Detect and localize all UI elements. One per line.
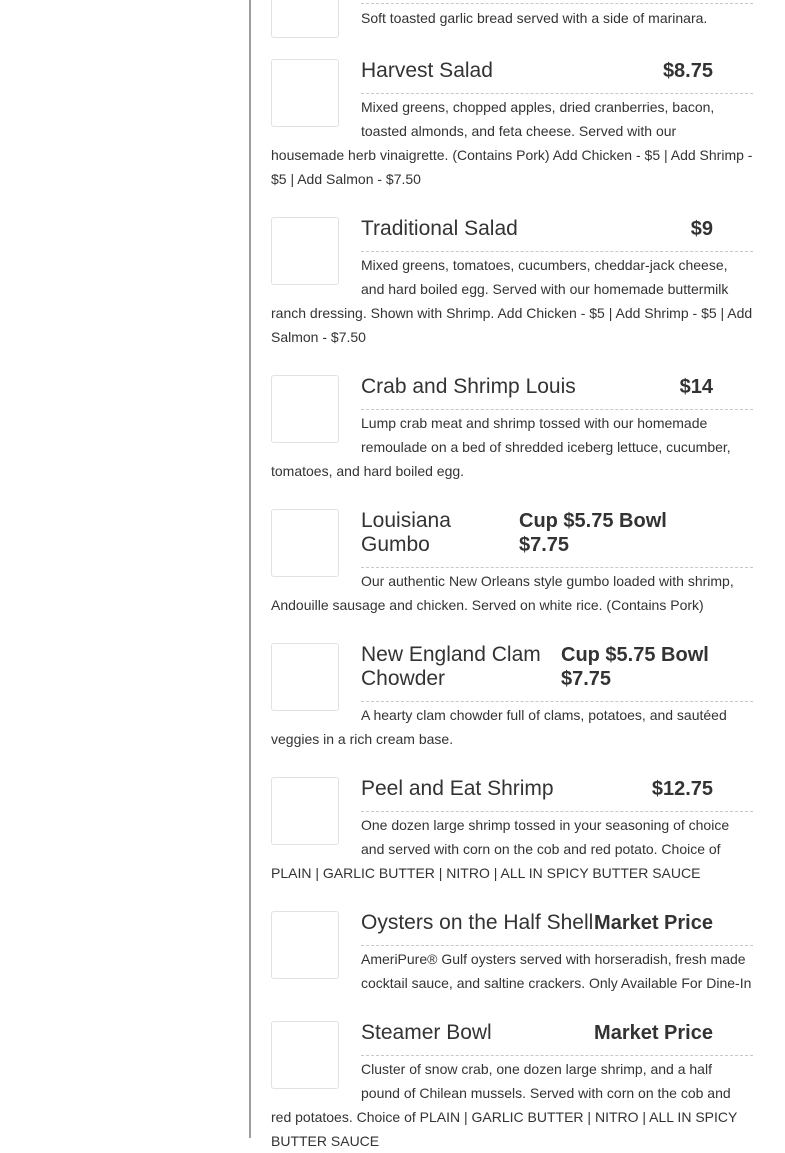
menu-item-image xyxy=(271,643,339,711)
sidebar xyxy=(0,0,249,1138)
menu-item-price: $9 xyxy=(690,218,713,240)
menu-item-description: Our authentic New Orleans style gumbo loaded with shrimp, Andouille sausage and chicken. Served on white rice. (Contains Pork) xyxy=(271,573,734,613)
menu-item-name: Traditional Salad xyxy=(361,217,518,240)
menu-item-name: Crab and Shrimp Louis xyxy=(361,375,576,398)
menu-item-description: One dozen large shrimp tossed in your seasoning of choice and served with corn on the cob and red potato. Choice of PLAIN | GARLIC BUTTER | NITRO | ALL IN SPICY BUTTER SAUCE xyxy=(271,817,730,881)
menu-item-price: $12.75 xyxy=(651,778,713,800)
menu-item-divider xyxy=(361,409,753,410)
menu-item-divider xyxy=(361,251,753,252)
menu-item-price: Market Price xyxy=(594,1022,713,1044)
menu-item-divider xyxy=(361,567,753,568)
menu-item-image xyxy=(271,509,339,577)
menu-item-divider xyxy=(361,1055,753,1056)
menu-item-price: Market Price xyxy=(594,912,713,934)
menu-item-description: AmeriPure® Gulf oysters served with horseradish, fresh made cocktail sauce, and saltine crackers. Only Available For Dine-In xyxy=(361,951,752,991)
menu-item-price: Cup $5.75 Bowl $7.75 xyxy=(519,510,667,556)
menu-item-price: $8.75 xyxy=(662,60,713,82)
menu-item-divider xyxy=(361,811,753,812)
menu-item-description: Mixed greens, tomatoes, cucumbers, cheddar-jack cheese, and hard boiled egg. Served with our homemade buttermilk ranch dressing. Shown with Shrimp. Add Chicken - $5 | Add Shrimp - $5 | Add Salmon - $7.50 xyxy=(271,257,753,345)
menu-item-description: A hearty clam chowder full of clams, potatoes, and sautéed veggies in a rich cream base. xyxy=(271,707,727,747)
menu-item-price: $14 xyxy=(679,376,713,398)
menu-item-divider xyxy=(361,93,753,94)
sidebar-divider xyxy=(249,0,251,1138)
menu-item-divider xyxy=(361,701,753,702)
menu-item-name: New England Clam Chowder xyxy=(361,643,541,690)
menu-item-description: Cluster of snow crab, one dozen large shrimp, and a half pound of Chilean mussels. Served with corn on the cob and red potatoes. Choice of PLAIN | GARLIC BUTTER | NITRO | ALL IN SPICY BUTTER SAUCE xyxy=(271,1061,738,1149)
menu-item-name: Oysters on the Half Shell xyxy=(361,911,594,934)
menu-item-divider xyxy=(361,3,753,4)
menu-item-divider xyxy=(361,945,753,946)
menu-item-description: Soft toasted garlic bread served with a side of marinara. xyxy=(361,10,708,26)
menu-item-name: Steamer Bowl xyxy=(361,1021,492,1044)
menu-item-price: Cup $5.75 Bowl $7.75 xyxy=(561,644,709,690)
menu-item-name: Peel and Eat Shrimp xyxy=(361,777,554,800)
menu-item-name: Louisiana Gumbo xyxy=(361,509,451,556)
menu-item-name: Harvest Salad xyxy=(361,59,493,82)
menu-item-image xyxy=(271,911,339,979)
menu-item-description: Lump crab meat and shrimp tossed with our homemade remoulade on a bed of shredded iceberg lettuce, cucumber, tomatoes, and hard boiled egg. xyxy=(271,415,731,479)
menu-item-description: Mixed greens, chopped apples, dried cranberries, bacon, toasted almonds, and feta cheese. Served with our housemade herb vinaigrette. (Contains Pork) Add Chicken - $5 | Add Shrimp - $5 | Add Salmon - $7.50 xyxy=(271,99,753,187)
